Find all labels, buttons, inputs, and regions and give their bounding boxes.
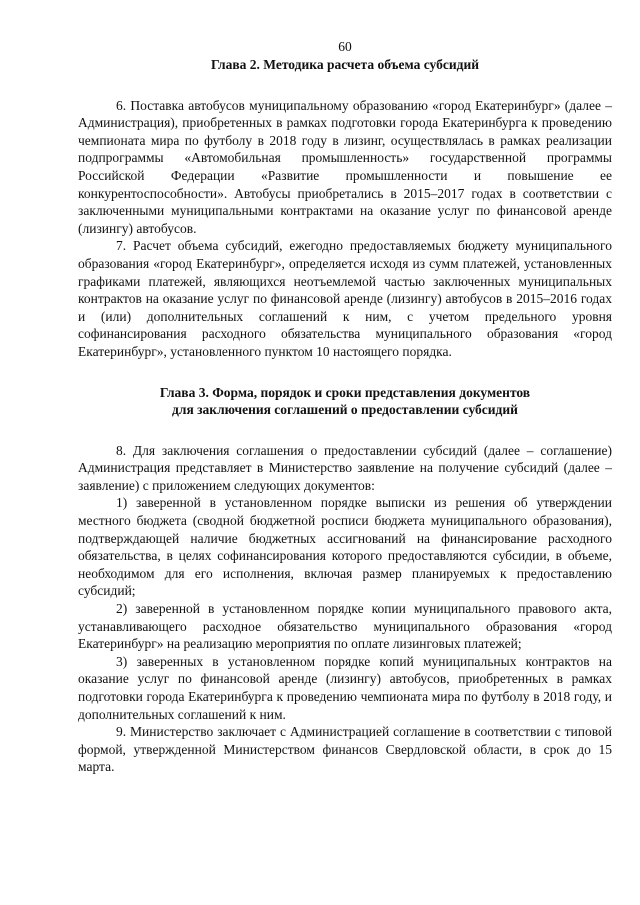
paragraph-6: 6. Поставка автобусов муниципальному образованию «город Екатеринбург» (далее – Администрация), приобретенных в рамках подготовки города Екатеринбурга к проведению чемпионата мира по футболу в 2018 году в лизинг, осуществлялась в рамках реализации подпрограммы «Автомобильная промышленность» государственной программы Российской Федерации «Развитие промышленности и повышение ее конкурентоспособности». Автобусы приобретались в 2015–2017 годах в соответствии с заключенными муниципальными контрактами на оказание услуг по финансовой аренде (лизингу) автобусов. [78, 97, 612, 236]
page-number: 60 [338, 39, 352, 54]
paragraph-7: 7. Расчет объема субсидий, ежегодно предоставляемых бюджету муниципального образования «город Екатеринбург», определяется исходя из сумм платежей, установленных графиками платежей, являющихся неотъемлемой частью заключенных муниципальных контрактов на оказание услуг по финансовой аренде (лизингу) автобусов в 2015–2016 годах и (или) дополнительных соглашений к ним, с учетом предельного уровня софинансирования расходного обязательства муниципального образования «город Екатеринбург», установленного пунктом 10 настоящего порядка. [78, 238, 612, 359]
chapter-3-title-line-2: для заключения соглашений о предоставлении субсидий [172, 402, 518, 418]
document-page [78, 38, 612, 776]
chapter-2-title: Глава 2. Методика расчета объема субсидий [210, 57, 480, 72]
paragraph-8: 8. Для заключения соглашения о предоставлении субсидий (далее – соглашение) Администрация представляет в Министерство заявление на получение субсидий (далее – заявление) с приложением следующих документов: [78, 442, 612, 493]
list-item-2: 2) заверенной в установленном порядке копии муниципального правового акта, устанавливающего расходное обязательство муниципального образования «город Екатеринбург» на реализацию мероприятия по оплате лизинговых платежей; [78, 601, 612, 652]
paragraph-9: 9. Министерство заключает с Администрацией соглашение в соответствии с типовой формой, утвержденной Министерством финансов Свердловской области, в срок до 15 марта. [78, 724, 612, 775]
list-item-3: 3) заверенных в установленном порядке копий муниципальных контрактов на оказание услуг по финансовой аренде (лизингу) автобусов, приобретенных в рамках подготовки города Екатеринбурга к проведению чемпионата мира по футболу в 2018 году, и дополнительных соглашений к ним. [78, 653, 612, 722]
chapter-3-title-line-1: Глава 3. Форма, порядок и сроки представления документов [159, 384, 531, 400]
chapter-3-title [78, 384, 612, 419]
list-item-1: 1) заверенной в установленном порядке выписки из решения об утверждении местного бюджета (сводной бюджетной росписи бюджета муниципального образования), подтверждающей наличие бюджетных ассигнований на финансирование расходного обязательства, в целях софинансирования которого предоставляются субсидии, в объеме, необходимом для его исполнения, включая размер планируемых к предоставлению субсидий; [78, 495, 612, 599]
